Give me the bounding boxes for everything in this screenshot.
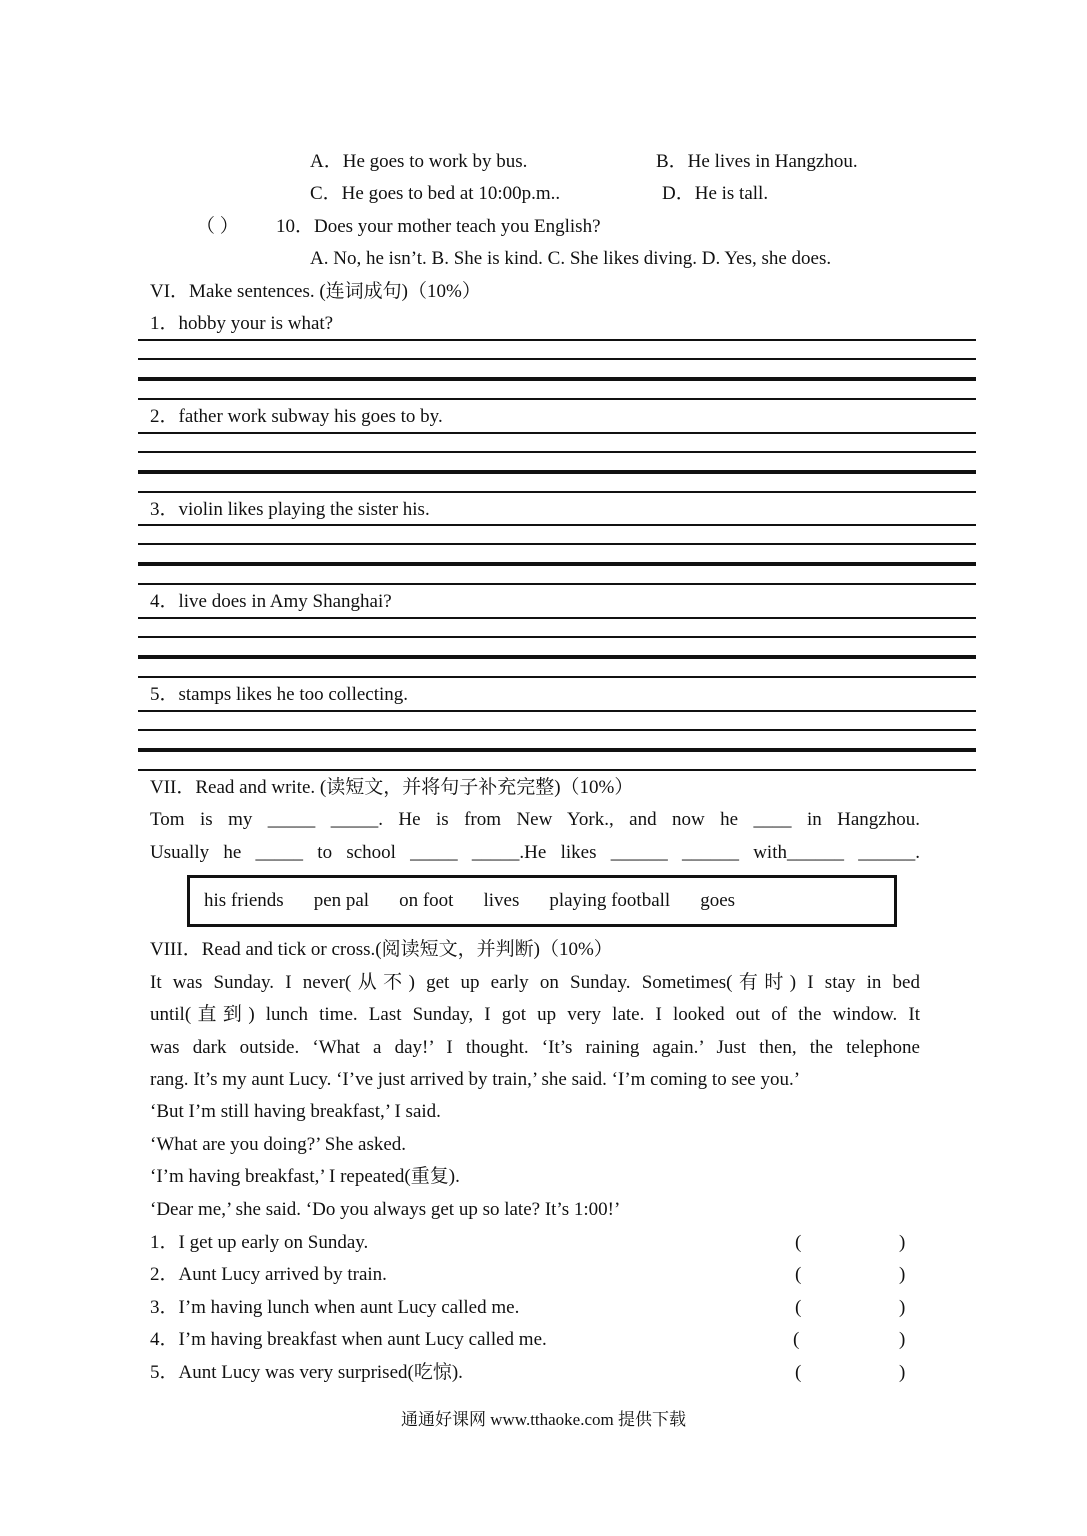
word-bank-item: his friends — [204, 890, 284, 911]
word-bank-item: on foot — [399, 890, 454, 911]
section7-line-2: Usually he _____ to school _____ _____.He likes ______ ______ with______ ______. — [150, 842, 920, 863]
dialog-line: ‘What are you doing?’ She asked. — [150, 1134, 407, 1155]
answer-line — [138, 432, 976, 434]
answer-paren-close: ) — [899, 1264, 906, 1285]
answer-paren-close: ) — [899, 1297, 906, 1318]
dialog-line: ‘Dear me,’ she said. ‘Do you always get up so late? It’s 1:00!’ — [150, 1199, 621, 1220]
section7-line-1: Tom is my _____ _____. He is from New York., and now he ____ in Hangzhou. — [150, 809, 920, 830]
word-bank-item: goes — [700, 890, 736, 911]
answer-line — [138, 769, 976, 771]
answer-line — [138, 470, 976, 474]
statement-2: 2．Aunt Lucy arrived by train. — [150, 1264, 387, 1285]
answer-line — [138, 377, 976, 381]
word-bank-item: playing football — [549, 890, 671, 911]
section6-title: VI．Make sentences. (连词成句)（10%） — [150, 281, 481, 302]
answer-line — [138, 524, 976, 526]
answer-line — [138, 543, 976, 545]
answer-line — [138, 617, 976, 619]
answer-line — [138, 636, 976, 638]
passage-line: It was Sunday. I never(从不) get up early on Sunday. Sometimes(有时) I stay in bed — [150, 972, 920, 993]
section6-item-1: 1．hobby your is what? — [150, 313, 334, 334]
answer-paren-open: ( — [795, 1297, 802, 1318]
answer-paren-open: ( — [793, 1329, 800, 1350]
answer-line — [138, 398, 976, 400]
answer-line — [138, 358, 976, 360]
passage-line: rang. It’s my aunt Lucy. ‘I’ve just arrived by train,’ she said. ‘I’m coming to see you.’ — [150, 1069, 801, 1090]
answer-line — [138, 562, 976, 566]
answer-paren-close: ) — [899, 1362, 906, 1383]
dialog-line: ‘But I’m still having breakfast,’ I said. — [150, 1101, 441, 1122]
passage-line: was dark outside. ‘What a day!’ I thought. ‘It’s raining again.’ Just then, the telephone — [150, 1037, 920, 1058]
answer-paren-close: ) — [899, 1329, 906, 1350]
passage-line: until(直到) lunch time. Last Sunday, I got up very late. I looked out of the window. It — [150, 1004, 920, 1025]
q9-option-d: D．He is tall. — [662, 183, 769, 204]
page-footer: 通通好课网 www.tthaoke.com 提供下载 — [400, 1410, 687, 1429]
statement-1: 1．I get up early on Sunday. — [150, 1232, 369, 1253]
dialog-line: ‘I’m having breakfast,’ I repeated(重复). — [150, 1166, 460, 1187]
section7-title: VII．Read and write. (读短文，并将句子补充完整)（10%） — [150, 777, 634, 798]
q9-option-a: A．He goes to work by bus. — [310, 151, 528, 172]
answer-paren-close: ) — [899, 1232, 906, 1253]
word-bank-item: lives — [483, 890, 520, 911]
answer-line — [138, 729, 976, 731]
answer-line — [138, 451, 976, 453]
answer-line — [138, 676, 976, 678]
q10-stem: 10．Does your mother teach you English? — [276, 216, 601, 237]
section6-item-2: 2．father work subway his goes to by. — [150, 406, 443, 427]
q10-options: A. No, he isn’t. B. She is kind. C. She likes diving. D. Yes, she does. — [310, 248, 832, 269]
word-bank-box — [187, 875, 897, 927]
answer-line — [138, 710, 976, 712]
answer-paren-open: ( — [795, 1362, 802, 1383]
statement-5: 5．Aunt Lucy was very surprised(吃惊). — [150, 1362, 463, 1383]
section6-item-3: 3．violin likes playing the sister his. — [150, 499, 430, 520]
section6-item-5: 5．stamps likes he too collecting. — [150, 684, 409, 705]
section8-title: VIII．Read and tick or cross.(阅读短文，并判断)（10%） — [150, 939, 613, 960]
q9-option-b: B．He lives in Hangzhou. — [656, 151, 858, 172]
answer-line — [138, 339, 976, 341]
statement-3: 3．I’m having lunch when aunt Lucy called me. — [150, 1297, 520, 1318]
word-bank-item: pen pal — [313, 890, 370, 911]
q10-answer-paren: （ ） — [196, 216, 239, 237]
statement-4: 4．I’m having breakfast when aunt Lucy called me. — [150, 1329, 547, 1350]
answer-line — [138, 491, 976, 493]
answer-paren-open: ( — [795, 1264, 802, 1285]
section6-item-4: 4．live does in Amy Shanghai? — [150, 591, 392, 612]
answer-line — [138, 748, 976, 752]
answer-line — [138, 583, 976, 585]
answer-paren-open: ( — [795, 1232, 802, 1253]
answer-line — [138, 655, 976, 659]
q9-option-c: C．He goes to bed at 10:00p.m.. — [310, 183, 561, 204]
